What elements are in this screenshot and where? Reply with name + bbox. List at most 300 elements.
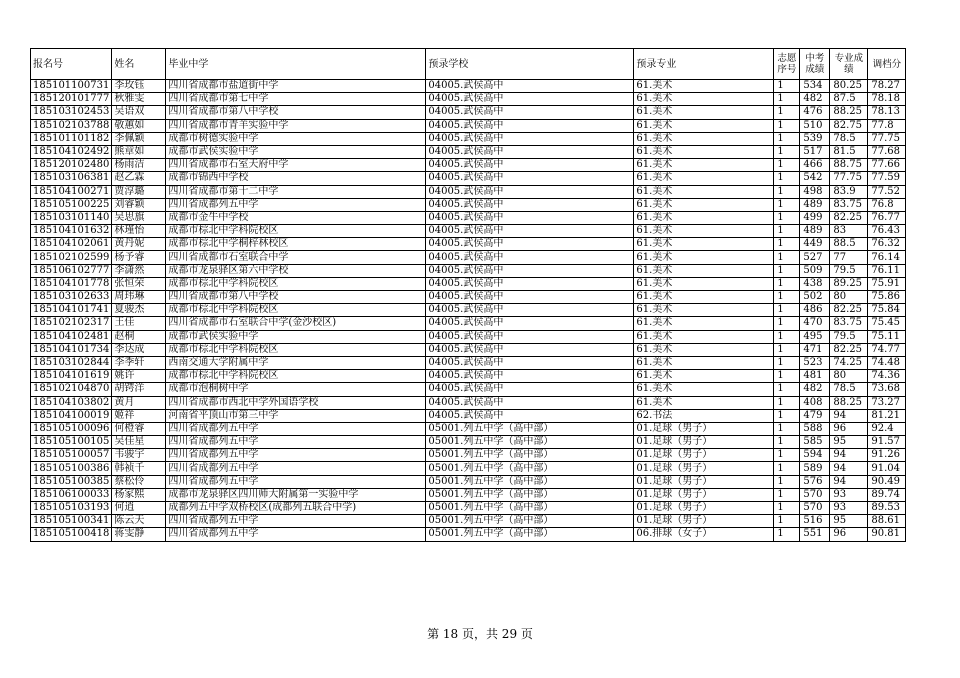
table-row [31,304,906,317]
admitted-school-cell: 04005.武侯高中 [426,238,634,251]
admitted-major-cell: 61.美术 [634,119,774,132]
admitted-school-cell: 05001.列五中学（高中部） [426,528,634,541]
admitted-school-cell: 04005.武侯高中 [426,343,634,356]
admission-score-cell: 76.43 [868,225,906,238]
exam-score-cell: 589 [800,462,830,475]
specialty-score-cell: 83.75 [830,198,868,211]
admitted-major-cell: 61.美术 [634,370,774,383]
registration-number-cell: 185105103193 [31,502,112,515]
header-registration-number: 报名号 [31,49,112,80]
graduate-school-cell: 成都市棕北中学科院校区 [166,304,426,317]
exam-score-cell: 588 [800,422,830,435]
admission-score-cell: 88.61 [868,515,906,528]
table-row [31,488,906,501]
registration-number-cell: 185105100341 [31,515,112,528]
graduate-school-cell: 四川省成都市盐道街中学 [166,80,426,93]
admitted-major-cell: 01.足球（男子） [634,449,774,462]
graduate-school-cell: 四川省成都列五中学 [166,515,426,528]
admitted-school-cell: 05001.列五中学（高中部） [426,462,634,475]
admitted-school-cell: 05001.列五中学（高中部） [426,475,634,488]
admitted-major-cell: 61.美术 [634,383,774,396]
admitted-school-cell: 04005.武侯高中 [426,251,634,264]
admitted-major-cell: 61.美术 [634,93,774,106]
specialty-score-cell: 95 [830,515,868,528]
preference-order-cell: 1 [774,291,800,304]
exam-score-cell: 482 [800,93,830,106]
graduate-school-cell: 成都列五中学双桥校区(成都列五联合中学) [166,502,426,515]
specialty-score-cell: 79.5 [830,330,868,343]
table-row [31,370,906,383]
table-row [31,225,906,238]
admission-table [30,48,906,542]
registration-number-cell: 185105100105 [31,436,112,449]
preference-order-cell: 1 [774,502,800,515]
name-cell: 王佳 [112,317,166,330]
specialty-score-cell: 74.25 [830,356,868,369]
admitted-school-cell: 04005.武侯高中 [426,330,634,343]
specialty-score-cell: 79.5 [830,264,868,277]
registration-number-cell: 185105100418 [31,528,112,541]
graduate-school-cell: 四川省成都列五中学 [166,475,426,488]
registration-number-cell: 185102102599 [31,251,112,264]
registration-number-cell: 185103102453 [31,106,112,119]
graduate-school-cell: 四川省成都列五中学 [166,198,426,211]
specialty-score-cell: 82.75 [830,119,868,132]
name-cell: 黄丹妮 [112,238,166,251]
table-row [31,251,906,264]
admission-score-cell: 76.14 [868,251,906,264]
table-row [31,422,906,435]
admission-score-cell: 89.53 [868,502,906,515]
admitted-school-cell: 04005.武侯高中 [426,304,634,317]
registration-number-cell: 185104103802 [31,396,112,409]
graduate-school-cell: 四川省成都市第八中学校 [166,106,426,119]
registration-number-cell: 185120102480 [31,159,112,172]
exam-score-cell: 570 [800,502,830,515]
admitted-school-cell: 04005.武侯高中 [426,211,634,224]
preference-order-cell: 1 [774,132,800,145]
admitted-school-cell: 04005.武侯高中 [426,277,634,290]
table-row [31,502,906,515]
specialty-score-cell: 88.25 [830,106,868,119]
preference-order-cell: 1 [774,409,800,422]
registration-number-cell: 185104102061 [31,238,112,251]
specialty-score-cell: 77.75 [830,172,868,185]
admitted-major-cell: 61.美术 [634,304,774,317]
admitted-school-cell: 04005.武侯高中 [426,106,634,119]
table-row [31,528,906,541]
graduate-school-cell: 成都市龙泉驿区四川师大附属第一实验中学 [166,488,426,501]
preference-order-cell: 1 [774,422,800,435]
registration-number-cell: 185103101140 [31,211,112,224]
header-specialty-score: 专业成绩 [830,49,868,80]
preference-order-cell: 1 [774,436,800,449]
table-row [31,80,906,93]
specialty-score-cell: 93 [830,488,868,501]
admitted-school-cell: 05001.列五中学（高中部） [426,488,634,501]
table-row [31,343,906,356]
table-row [31,238,906,251]
name-cell: 黄月 [112,396,166,409]
preference-order-cell: 1 [774,225,800,238]
table-row [31,159,906,172]
table-row [31,317,906,330]
table-row [31,396,906,409]
preference-order-cell: 1 [774,343,800,356]
preference-order-cell: 1 [774,238,800,251]
name-cell: 李潇然 [112,264,166,277]
admission-score-cell: 78.27 [868,80,906,93]
specialty-score-cell: 83 [830,225,868,238]
exam-score-cell: 476 [800,106,830,119]
exam-score-cell: 551 [800,528,830,541]
graduate-school-cell: 成都市武侯实验中学 [166,330,426,343]
graduate-school-cell: 西南交通大学附属中学 [166,356,426,369]
registration-number-cell: 185106102777 [31,264,112,277]
specialty-score-cell: 77 [830,251,868,264]
specialty-score-cell: 78.5 [830,383,868,396]
exam-score-cell: 466 [800,159,830,172]
graduate-school-cell: 四川省成都市第十二中学 [166,185,426,198]
exam-score-cell: 495 [800,330,830,343]
admitted-school-cell: 05001.列五中学（高中部） [426,502,634,515]
registration-number-cell: 185104101734 [31,343,112,356]
table-row [31,119,906,132]
registration-number-cell: 185120101777 [31,93,112,106]
name-cell: 李佩颖 [112,132,166,145]
exam-score-cell: 481 [800,370,830,383]
table-row [31,515,906,528]
graduate-school-cell: 成都市棕北中学科院校区 [166,225,426,238]
admitted-major-cell: 61.美术 [634,356,774,369]
name-cell: 张恒荣 [112,277,166,290]
exam-score-cell: 509 [800,264,830,277]
table-row [31,211,906,224]
admission-score-cell: 77.52 [868,185,906,198]
preference-order-cell: 1 [774,370,800,383]
name-cell: 陈云天 [112,515,166,528]
registration-number-cell: 185102104870 [31,383,112,396]
table-row [31,264,906,277]
admission-score-cell: 76.8 [868,198,906,211]
name-cell: 周玮琳 [112,291,166,304]
specialty-score-cell: 94 [830,449,868,462]
registration-number-cell: 185101100731 [31,80,112,93]
graduate-school-cell: 成都市棕北中学科院校区 [166,370,426,383]
admitted-school-cell: 04005.武侯高中 [426,291,634,304]
graduate-school-cell: 成都市棕北中学桐梓林校区 [166,238,426,251]
graduate-school-cell: 成都市金牛中学校 [166,211,426,224]
preference-order-cell: 1 [774,172,800,185]
preference-order-cell: 1 [774,356,800,369]
graduate-school-cell: 四川省成都市青羊实验中学 [166,119,426,132]
admitted-major-cell: 61.美术 [634,159,774,172]
specialty-score-cell: 88.75 [830,159,868,172]
name-cell: 吴语双 [112,106,166,119]
admitted-major-cell: 61.美术 [634,198,774,211]
preference-order-cell: 1 [774,264,800,277]
admission-score-cell: 74.48 [868,356,906,369]
admission-score-cell: 75.86 [868,291,906,304]
admitted-school-cell: 04005.武侯高中 [426,132,634,145]
admitted-school-cell: 05001.列五中学（高中部） [426,436,634,449]
name-cell: 李玫钰 [112,80,166,93]
preference-order-cell: 1 [774,185,800,198]
name-cell: 贾淳璐 [112,185,166,198]
name-cell: 杨家熙 [112,488,166,501]
preference-order-cell: 1 [774,211,800,224]
admitted-major-cell: 61.美术 [634,172,774,185]
specialty-score-cell: 94 [830,475,868,488]
admitted-school-cell: 05001.列五中学（高中部） [426,422,634,435]
table-row [31,198,906,211]
name-cell: 杨予睿 [112,251,166,264]
exam-score-cell: 527 [800,251,830,264]
admitted-school-cell: 04005.武侯高中 [426,356,634,369]
registration-number-cell: 185104100019 [31,409,112,422]
exam-score-cell: 542 [800,172,830,185]
specialty-score-cell: 82.25 [830,343,868,356]
admitted-school-cell: 04005.武侯高中 [426,383,634,396]
admitted-major-cell: 61.美术 [634,317,774,330]
name-cell: 李季轩 [112,356,166,369]
table-row [31,172,906,185]
admission-score-cell: 77.75 [868,132,906,145]
registration-number-cell: 185104102492 [31,145,112,158]
table-row [31,356,906,369]
name-cell: 林瑾怡 [112,225,166,238]
specialty-score-cell: 93 [830,502,868,515]
page-number: 第 18 页，共 29 页 [427,627,533,641]
registration-number-cell: 185105100096 [31,422,112,435]
table-row [31,291,906,304]
admitted-school-cell: 04005.武侯高中 [426,225,634,238]
registration-number-cell: 185106100033 [31,488,112,501]
admission-score-cell: 91.57 [868,436,906,449]
graduate-school-cell: 河南省平顶山市第三中学 [166,409,426,422]
graduate-school-cell: 成都市龙泉驿区第六中学校 [166,264,426,277]
specialty-score-cell: 83.9 [830,185,868,198]
exam-score-cell: 517 [800,145,830,158]
admission-score-cell: 91.04 [868,462,906,475]
preference-order-cell: 1 [774,106,800,119]
graduate-school-cell: 四川省成都市石室联合中学(金沙校区) [166,317,426,330]
admitted-major-cell: 01.足球（男子） [634,422,774,435]
admission-score-cell: 77.8 [868,119,906,132]
exam-score-cell: 576 [800,475,830,488]
specialty-score-cell: 80 [830,291,868,304]
exam-score-cell: 523 [800,356,830,369]
admitted-major-cell: 01.足球（男子） [634,488,774,501]
exam-score-cell: 408 [800,396,830,409]
table-row [31,145,906,158]
preference-order-cell: 1 [774,198,800,211]
table-row [31,462,906,475]
exam-score-cell: 516 [800,515,830,528]
admission-score-cell: 77.68 [868,145,906,158]
table-row [31,436,906,449]
admitted-school-cell: 04005.武侯高中 [426,370,634,383]
admitted-school-cell: 04005.武侯高中 [426,145,634,158]
specialty-score-cell: 96 [830,528,868,541]
admitted-school-cell: 04005.武侯高中 [426,80,634,93]
registration-number-cell: 185102102317 [31,317,112,330]
registration-number-cell: 185103106381 [31,172,112,185]
name-cell: 蔡松伶 [112,475,166,488]
preference-order-cell: 1 [774,251,800,264]
admission-score-cell: 74.36 [868,370,906,383]
name-cell: 吴佳星 [112,436,166,449]
specialty-score-cell: 83.75 [830,317,868,330]
admitted-school-cell: 04005.武侯高中 [426,264,634,277]
admission-score-cell: 90.49 [868,475,906,488]
admitted-school-cell: 04005.武侯高中 [426,317,634,330]
admission-score-cell: 81.21 [868,409,906,422]
admission-score-cell: 78.13 [868,106,906,119]
admitted-major-cell: 61.美术 [634,211,774,224]
preference-order-cell: 1 [774,93,800,106]
specialty-score-cell: 88.25 [830,396,868,409]
name-cell: 韦骏宇 [112,449,166,462]
exam-score-cell: 449 [800,238,830,251]
admission-score-cell: 75.11 [868,330,906,343]
preference-order-cell: 1 [774,145,800,158]
preference-order-cell: 1 [774,383,800,396]
admitted-school-cell: 04005.武侯高中 [426,185,634,198]
admission-score-cell: 76.77 [868,211,906,224]
header-exam-score: 中考成绩 [800,49,830,80]
exam-score-cell: 486 [800,304,830,317]
graduate-school-cell: 成都市树德实验中学 [166,132,426,145]
admitted-major-cell: 01.足球（男子） [634,515,774,528]
exam-score-cell: 502 [800,291,830,304]
admitted-major-cell: 01.足球（男子） [634,462,774,475]
admission-score-cell: 76.32 [868,238,906,251]
exam-score-cell: 510 [800,119,830,132]
table-row [31,277,906,290]
admitted-major-cell: 06.排球（女子） [634,528,774,541]
admitted-major-cell: 61.美术 [634,277,774,290]
preference-order-cell: 1 [774,515,800,528]
exam-score-cell: 585 [800,436,830,449]
preference-order-cell: 1 [774,80,800,93]
registration-number-cell: 185104101632 [31,225,112,238]
header-preference-order: 志愿序号 [774,49,800,80]
specialty-score-cell: 87.5 [830,93,868,106]
graduate-school-cell: 四川省成都市石室联合中学 [166,251,426,264]
name-cell: 熊章如 [112,145,166,158]
name-cell: 何逍 [112,502,166,515]
header-admission-score: 调档分 [868,49,906,80]
admitted-school-cell: 05001.列五中学（高中部） [426,515,634,528]
name-cell: 姬祥 [112,409,166,422]
preference-order-cell: 1 [774,330,800,343]
specialty-score-cell: 95 [830,436,868,449]
table-row [31,330,906,343]
name-cell: 李达成 [112,343,166,356]
name-cell: 姚许 [112,370,166,383]
specialty-score-cell: 96 [830,422,868,435]
exam-score-cell: 479 [800,409,830,422]
admitted-major-cell: 61.美术 [634,132,774,145]
exam-score-cell: 471 [800,343,830,356]
admission-score-cell: 77.66 [868,159,906,172]
admitted-school-cell: 04005.武侯高中 [426,172,634,185]
admitted-major-cell: 61.美术 [634,185,774,198]
header-admitted-major: 预录专业 [634,49,774,80]
admitted-school-cell: 04005.武侯高中 [426,119,634,132]
table-row [31,93,906,106]
name-cell: 蒋雯静 [112,528,166,541]
header-admitted-school: 预录学校 [426,49,634,80]
graduate-school-cell: 成都市棕北中学科院校区 [166,343,426,356]
graduate-school-cell: 四川省成都市第七中学 [166,93,426,106]
registration-number-cell: 185104101778 [31,277,112,290]
preference-order-cell: 1 [774,304,800,317]
admitted-major-cell: 61.美术 [634,251,774,264]
registration-number-cell: 185102103788 [31,119,112,132]
admission-score-cell: 76.11 [868,264,906,277]
graduate-school-cell: 成都市武侯实验中学 [166,145,426,158]
specialty-score-cell: 82.25 [830,304,868,317]
registration-number-cell: 185104101741 [31,304,112,317]
name-cell: 韩祯千 [112,462,166,475]
registration-number-cell: 185105100386 [31,462,112,475]
preference-order-cell: 1 [774,528,800,541]
graduate-school-cell: 四川省成都市石室天府中学 [166,159,426,172]
preference-order-cell: 1 [774,317,800,330]
preference-order-cell: 1 [774,475,800,488]
table-row [31,475,906,488]
admitted-major-cell: 61.美术 [634,264,774,277]
admitted-major-cell: 61.美术 [634,343,774,356]
exam-score-cell: 438 [800,277,830,290]
admitted-major-cell: 01.足球（男子） [634,502,774,515]
exam-score-cell: 534 [800,80,830,93]
admitted-school-cell: 04005.武侯高中 [426,93,634,106]
admission-score-cell: 73.27 [868,396,906,409]
name-cell: 夏骏杰 [112,304,166,317]
registration-number-cell: 185104100271 [31,185,112,198]
specialty-score-cell: 94 [830,409,868,422]
exam-score-cell: 482 [800,383,830,396]
specialty-score-cell: 89.25 [830,277,868,290]
name-cell: 赵乙霖 [112,172,166,185]
admitted-major-cell: 61.美术 [634,238,774,251]
name-cell: 杨雨洁 [112,159,166,172]
header-name: 姓名 [112,49,166,80]
specialty-score-cell: 80 [830,370,868,383]
name-cell: 何橙睿 [112,422,166,435]
exam-score-cell: 539 [800,132,830,145]
exam-score-cell: 498 [800,185,830,198]
exam-score-cell: 499 [800,211,830,224]
admission-score-cell: 90.81 [868,528,906,541]
admitted-school-cell: 04005.武侯高中 [426,396,634,409]
graduate-school-cell: 四川省成都列五中学 [166,422,426,435]
admission-score-cell: 89.74 [868,488,906,501]
admission-score-cell: 77.59 [868,172,906,185]
admission-score-cell: 92.4 [868,422,906,435]
specialty-score-cell: 78.5 [830,132,868,145]
exam-score-cell: 570 [800,488,830,501]
table-header-row [31,49,906,80]
preference-order-cell: 1 [774,119,800,132]
admission-score-cell: 75.91 [868,277,906,290]
registration-number-cell: 185104101619 [31,370,112,383]
graduate-school-cell: 四川省成都市第八中学校 [166,291,426,304]
name-cell: 刘睿颖 [112,198,166,211]
